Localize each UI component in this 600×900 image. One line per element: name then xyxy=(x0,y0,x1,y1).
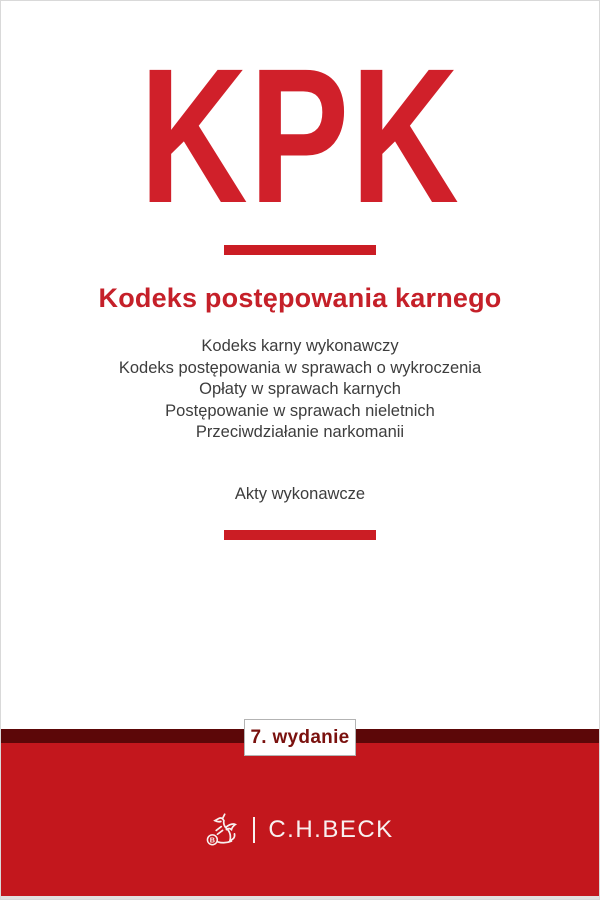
book-title: KPK xyxy=(139,28,461,243)
related-act-item: Postępowanie w sprawach nieletnich xyxy=(165,401,435,420)
appendix-label: Akty wykonawcze xyxy=(234,485,366,503)
related-act-item: Kodeks karny wykonawczy xyxy=(201,337,399,355)
related-act-item: Opłaty w sprawach karnych xyxy=(199,380,401,398)
emblem-letter: B xyxy=(210,835,216,845)
title-divider-bar xyxy=(224,245,376,255)
related-act-item: Przeciwdziałanie narkomanii xyxy=(195,423,405,441)
related-act-item: Kodeks postępowania w sprawach o wykroczenia xyxy=(118,358,482,377)
publisher-wordmark: C.H.BECK xyxy=(268,816,394,843)
edition-badge-label: 7. wydanie xyxy=(250,726,350,748)
book-subtitle: Kodeks postępowania karnego xyxy=(98,283,502,313)
publisher-logo xyxy=(0,810,600,850)
edition-badge xyxy=(244,719,356,756)
beck-griffin-icon xyxy=(206,813,240,847)
logo-separator-line xyxy=(253,817,255,843)
bottom-edge-strip xyxy=(0,896,600,900)
footer-divider-bar xyxy=(224,530,376,540)
related-acts-list xyxy=(0,336,600,444)
